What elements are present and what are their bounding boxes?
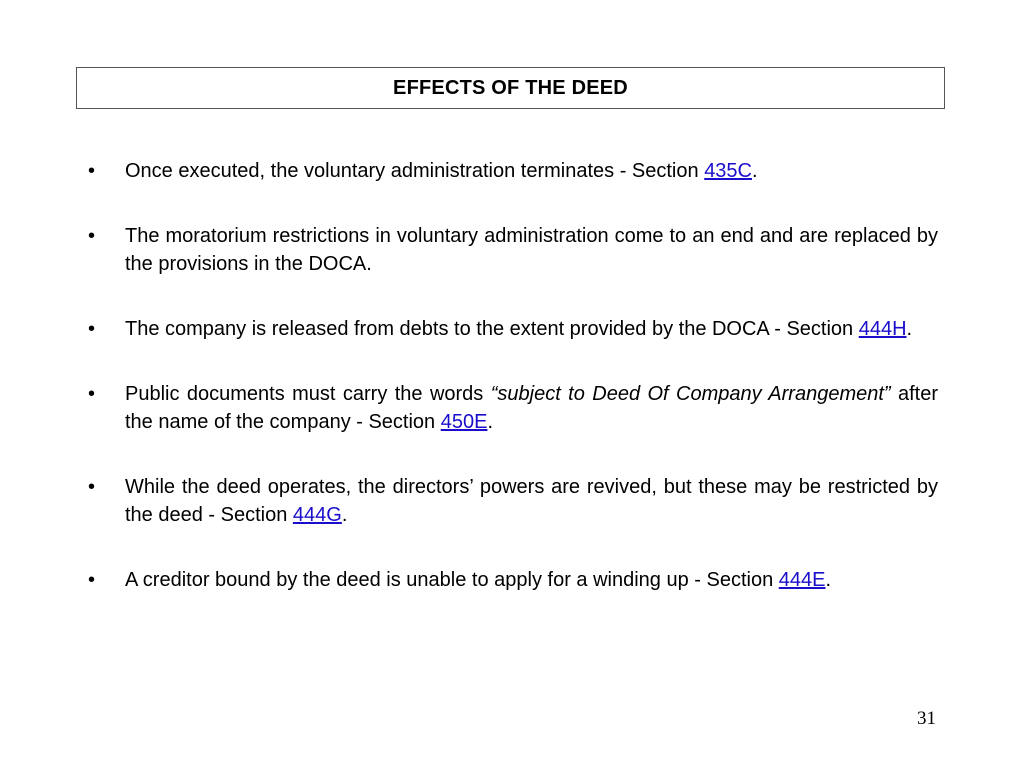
slide-title-box xyxy=(76,67,945,109)
bullet-text-end: . xyxy=(825,569,832,591)
bullet-text: The company is released from debts to the extent provided by the DOCA - Section xyxy=(125,318,859,340)
slide-title: EFFECTS OF THE DEED xyxy=(393,76,628,99)
bullet-item xyxy=(88,473,938,529)
bullet-text-middle: after the name of the company - Section xyxy=(125,383,939,433)
bullet-marker: • xyxy=(88,225,96,247)
bullet-text-end: . xyxy=(752,160,758,182)
section-link-450e[interactable]: 450E xyxy=(440,411,488,433)
bullet-item xyxy=(88,315,938,343)
bullet-marker: • xyxy=(88,160,96,182)
bullet-marker: • xyxy=(88,476,96,498)
section-link-444e[interactable]: 444E xyxy=(778,569,826,591)
bullet-marker: • xyxy=(88,383,96,405)
bullet-text-end: . xyxy=(341,504,348,526)
bullet-item xyxy=(88,566,938,594)
bullet-item xyxy=(88,380,938,436)
section-link-444h[interactable]: 444H xyxy=(858,318,907,340)
bullet-text: Once executed, the voluntary administration terminates - Section xyxy=(125,160,705,182)
section-link-444g[interactable]: 444G xyxy=(292,504,342,526)
bullet-text: Public documents must carry the words xyxy=(125,383,491,405)
bullet-item xyxy=(88,222,938,278)
bullet-text: A creditor bound by the deed is unable to apply for a winding up - Section xyxy=(125,569,779,591)
bullet-marker: • xyxy=(88,569,96,591)
section-link-435c[interactable]: 435C xyxy=(704,160,752,182)
bullet-list xyxy=(88,157,938,631)
bullet-text-end: . xyxy=(906,318,913,340)
bullet-text: While the deed operates, the directors’ powers are revived, but these may be restricted by the deed - Section xyxy=(125,476,938,526)
bullet-marker: • xyxy=(88,318,96,340)
quoted-phrase: “subject to Deed Of Company Arrangement” xyxy=(490,383,891,405)
bullet-text: The moratorium restrictions in voluntary administration come to an end and are replaced by the provisions in the DOCA. xyxy=(125,225,938,275)
bullet-text-end: . xyxy=(487,411,494,433)
bullet-item xyxy=(88,157,938,185)
page-number: 31 xyxy=(917,708,936,729)
